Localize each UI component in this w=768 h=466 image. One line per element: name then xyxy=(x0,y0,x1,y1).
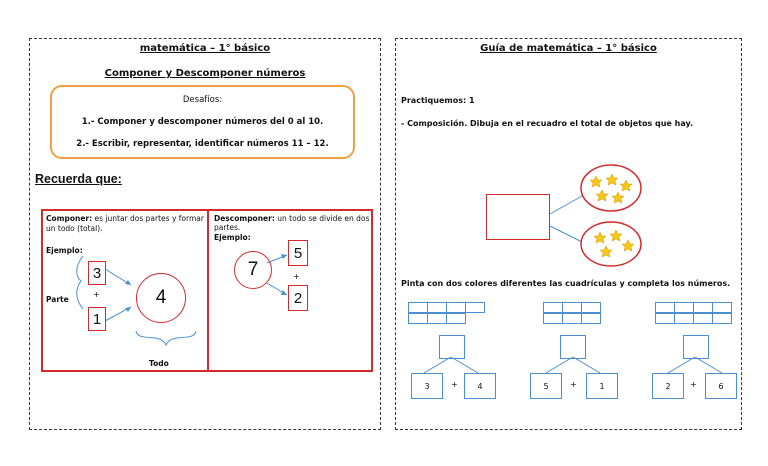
decompose-example-label: Ejemplo: xyxy=(214,233,251,242)
compose-part-box: 1 xyxy=(88,307,106,331)
grid-strip[interactable] xyxy=(543,313,600,324)
decompose-term: Descomponer: xyxy=(214,214,275,223)
decompose-total-circle: 7 xyxy=(234,251,272,289)
compose-plus: + xyxy=(93,290,100,299)
compose-parts-label: Parte xyxy=(46,295,69,304)
answer-drawing-box[interactable] xyxy=(486,194,550,240)
decompose-plus: + xyxy=(293,272,300,281)
instruction-grid: Pinta con dos colores diferentes las cuadrículas y completa los números. xyxy=(401,279,731,288)
objective-item: 1.- Componer y descomponer números del 0 al 10. xyxy=(81,117,324,127)
grid-strip[interactable] xyxy=(655,302,731,313)
objective-item: 2.- Escribir, representar, identificar números 11 – 12. xyxy=(76,139,329,149)
objectives-box xyxy=(50,85,355,159)
concept-frame xyxy=(41,209,373,372)
total-answer-box[interactable] xyxy=(683,335,709,359)
objectives-heading: Desafíos: xyxy=(182,95,223,105)
plus-sign: + xyxy=(451,380,458,389)
compose-part-box: 3 xyxy=(88,261,106,285)
total-answer-box[interactable] xyxy=(439,335,465,359)
compose-example-label: Ejemplo: xyxy=(46,246,83,255)
plus-sign: + xyxy=(690,380,697,389)
compose-whole-label: Todo xyxy=(149,359,169,368)
grid-strip[interactable] xyxy=(543,302,600,313)
composition-diagram xyxy=(546,154,656,284)
left-page xyxy=(29,38,381,430)
decompose-part-box: 5 xyxy=(288,240,308,266)
remember-heading: Recuerda que: xyxy=(35,172,122,186)
total-answer-box[interactable] xyxy=(560,335,586,359)
grid-strip[interactable] xyxy=(408,302,484,313)
part-box: 2 xyxy=(652,373,684,399)
decompose-definition: un todo se divide en dos partes. xyxy=(214,214,370,232)
grid-strip[interactable] xyxy=(408,313,465,324)
practice-label: Practiquemos: 1 xyxy=(401,96,475,105)
part-box: 4 xyxy=(464,373,496,399)
left-page-subtitle: Componer y Descomponer números xyxy=(104,68,306,79)
compose-total-circle: 4 xyxy=(136,273,186,323)
compose-definition: es juntar dos partes y formar un todo (total). xyxy=(46,214,204,233)
instruction-composition: - Composición. Dibuja en el recuadro el total de objetos que hay. xyxy=(401,119,694,128)
decompose-part-box: 2 xyxy=(288,285,308,311)
right-page xyxy=(395,38,742,430)
left-page-title: matemática – 1° básico xyxy=(139,43,271,54)
part-box: 3 xyxy=(411,373,443,399)
compose-term: Componer: xyxy=(46,214,93,223)
grid-strip[interactable] xyxy=(655,313,731,324)
plus-sign: + xyxy=(570,380,577,389)
part-box: 5 xyxy=(530,373,562,399)
part-box: 6 xyxy=(705,373,737,399)
right-page-title: Guía de matemática – 1° básico xyxy=(480,43,657,54)
part-box: 1 xyxy=(586,373,618,399)
